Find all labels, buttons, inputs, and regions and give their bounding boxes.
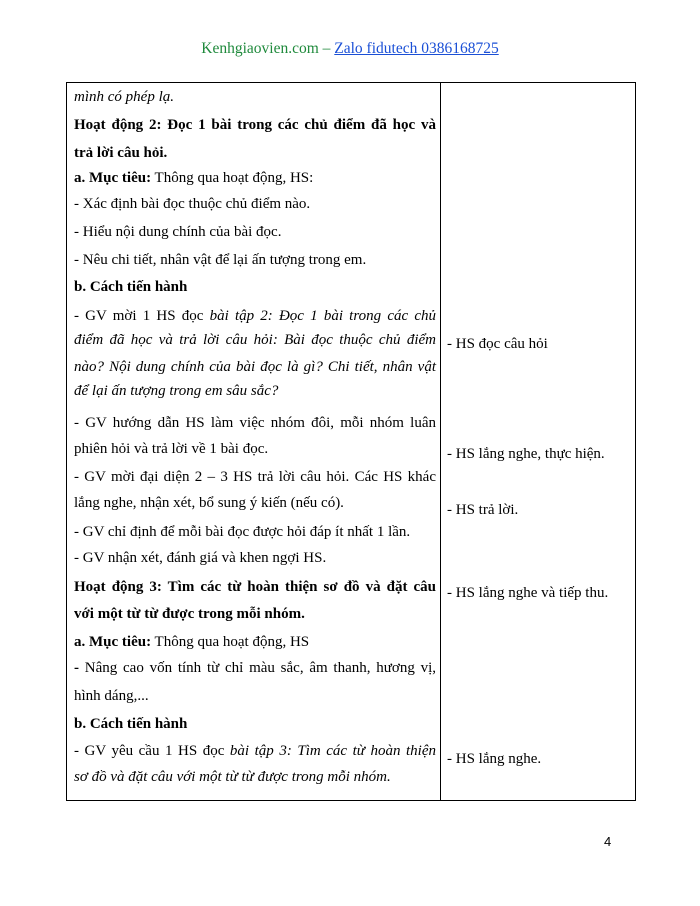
site-name: Kenhgiaovien.com <box>201 40 319 57</box>
student-activity: - HS đọc câu hỏi <box>447 336 548 352</box>
contact-link[interactable]: Zalo fidutech 0386168725 <box>334 40 499 57</box>
column-divider <box>440 83 441 800</box>
procedure-line: - GV mời đại diện 2 – 3 HS trả lời câu hỏi. Các HS khác <box>74 469 436 485</box>
procedure-line: phiên hỏi và trả lời về 1 bài đọc. <box>74 441 269 457</box>
left-line: mình có phép lạ. <box>74 89 174 105</box>
page-number: 4 <box>604 834 612 849</box>
objective-label: a. Mục tiêu: <box>74 170 152 186</box>
objective-text: Thông qua hoạt động, HS: <box>151 170 314 186</box>
text-run: bài tập 2: Đọc 1 bài trong các chủ <box>209 308 436 324</box>
student-activity: - HS lắng nghe, thực hiện. <box>447 446 605 462</box>
procedure-line: - GV hướng dẫn HS làm việc nhóm đôi, mỗi nhóm luân <box>74 415 436 431</box>
objective-2-bullet: - Xác định bài đọc thuộc chủ điểm nào. <box>74 196 311 212</box>
procedure-line: nào? Nội dung chính của bài đọc là gì? Chi tiết, nhân vật <box>74 359 436 375</box>
student-activity: - HS trả lời. <box>447 502 519 518</box>
objective-3 <box>74 633 436 651</box>
objective-2-bullet: - Hiểu nội dung chính của bài đọc. <box>74 224 282 240</box>
activity-3-title: Hoạt động 3: Tìm các từ hoàn thiện sơ đồ và đặt câu <box>74 579 436 595</box>
procedure-line <box>74 742 436 760</box>
objective-3-bullet <box>74 659 436 677</box>
procedure-line <box>74 307 436 325</box>
procedure-2-title: b. Cách tiến hành <box>74 279 188 295</box>
procedure-line: - GV nhận xét, đánh giá và khen ngợi HS. <box>74 550 327 566</box>
student-activity: - HS lắng nghe và tiếp thu. <box>447 585 609 601</box>
text-run: Nâng cao vốn tính từ chỉ màu sắc, âm thanh, hương vị, <box>79 660 436 676</box>
student-activity: - HS lắng nghe. <box>447 751 542 767</box>
objective-3-bullet-cont: hình dáng,... <box>74 688 149 704</box>
page-header <box>0 40 700 58</box>
objective-2-bullet: - Nêu chi tiết, nhân vật để lại ấn tượng trong em. <box>74 252 367 268</box>
procedure-line: lắng nghe, nhận xét, bổ sung ý kiến (nếu có). <box>74 495 344 511</box>
text-run: - GV mời 1 HS đọc <box>74 308 210 324</box>
text-run: - GV yêu cầu 1 HS đọc <box>74 743 230 759</box>
objective-2 <box>74 169 436 187</box>
procedure-line: điểm đã học và trả lời câu hỏi: Bài đọc thuộc chủ điểm <box>74 332 436 348</box>
text-run: - <box>74 660 79 676</box>
objective-text: Thông qua hoạt động, HS <box>151 634 310 650</box>
activity-2-title: Hoạt động 2: Đọc 1 bài trong các chủ điểm đã học và <box>74 117 436 133</box>
procedure-3-title: b. Cách tiến hành <box>74 716 188 732</box>
header-separator: – <box>318 40 335 57</box>
activity-2-title-cont: trả lời câu hỏi. <box>74 145 168 161</box>
lesson-table <box>66 82 636 801</box>
text-run: bài tập 3: Tìm các từ hoàn thiện <box>229 743 436 759</box>
procedure-line: để lại ấn tượng trong em sâu sắc? <box>74 383 279 399</box>
activity-3-title-cont: với một từ từ được trong mỗi nhóm. <box>74 606 305 622</box>
objective-label: a. Mục tiêu: <box>74 634 152 650</box>
procedure-line: - GV chỉ định để mỗi bài đọc được hỏi đáp ít nhất 1 lần. <box>74 524 411 540</box>
procedure-line: sơ đồ và đặt câu với một từ từ được trong mỗi nhóm. <box>74 769 391 785</box>
